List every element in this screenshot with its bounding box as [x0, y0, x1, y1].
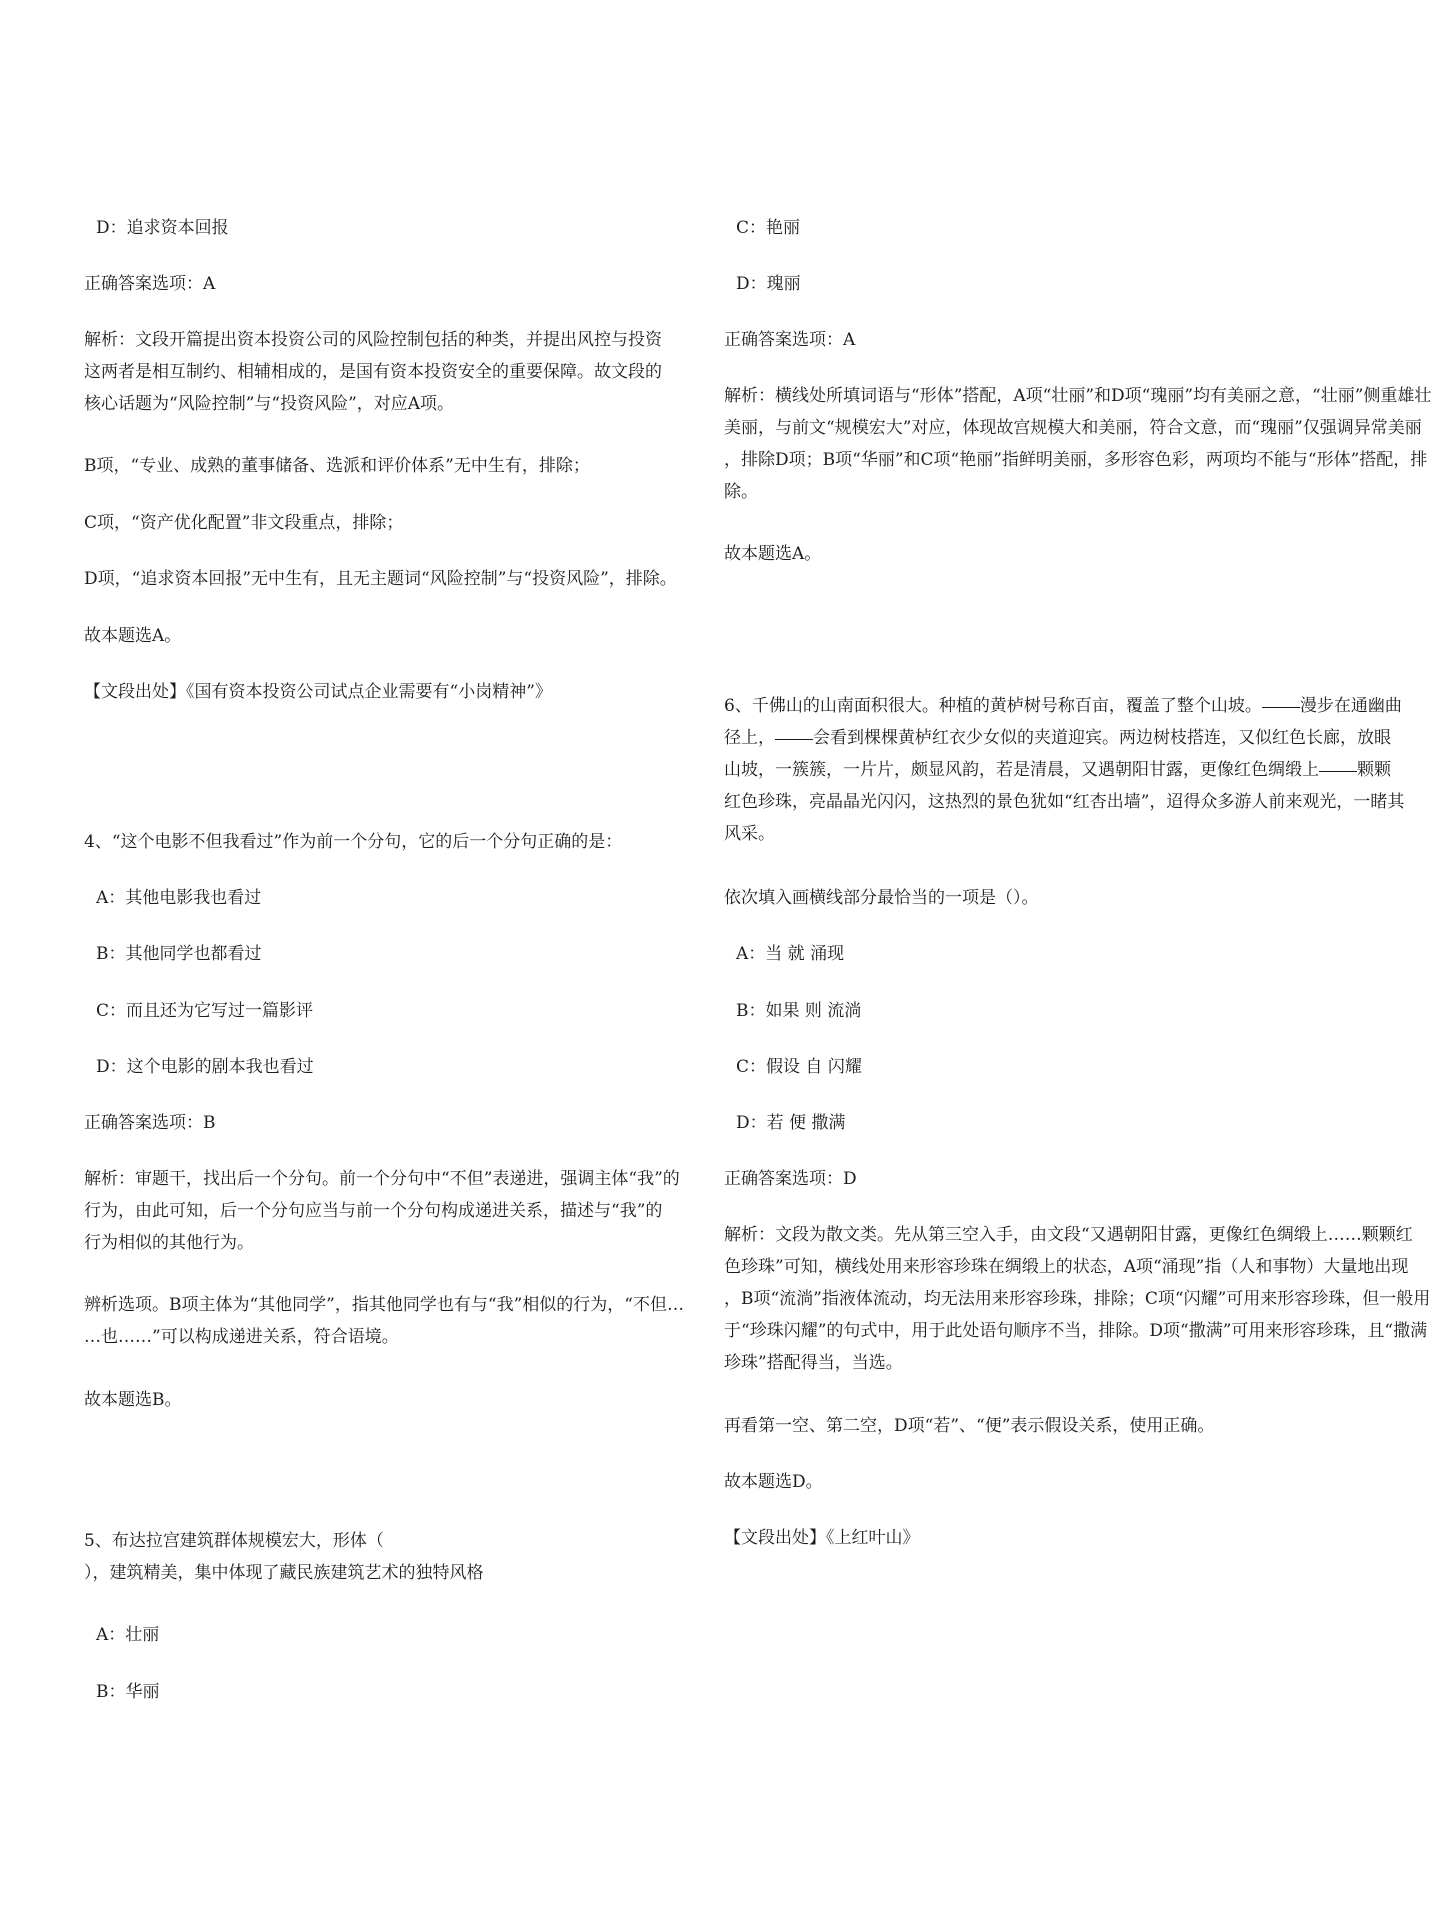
fill-blank-1 [1262, 706, 1300, 708]
q4-discrimination-line-1: 辨析选项。B项主体为“其他同学”，指其他同学也有与“我”相似的行为，“不但… [84, 1295, 684, 1315]
q3-source: 【文段出处】《国有资本投资公司试点企业需要有“小岗精神”》 [84, 682, 552, 702]
q6-second-look: 再看第一空、第二空，D项“若”、“便”表示假设关系，使用正确。 [724, 1416, 1215, 1436]
q6-analysis-line-4: 于“珍珠闪耀”的句式中，用于此处语句顺序不当，排除。D项“撒满”可用来形容珍珠，且“撒满 [724, 1321, 1428, 1341]
q6-stem-part: 漫步在通幽曲 [1299, 696, 1402, 716]
q3-d-note: D项，“追求资本回报”无中生有，且无主题词“风险控制”与“投资风险”，排除。 [84, 569, 677, 589]
fill-blank-3 [1319, 770, 1357, 772]
q6-analysis-line-3: ，B项“流淌”指液体流动，均无法用来形容珍珠，排除；C项“闪耀”可用来形容珍珠，但一般用 [724, 1289, 1431, 1309]
q6-stem-line-1 [724, 690, 1402, 722]
q6-option-a: A：当 就 涌现 [736, 944, 845, 964]
q6-stem-part: 颗颗 [1357, 760, 1391, 780]
q4-option-b: B：其他同学也都看过 [96, 944, 262, 964]
q6-conclusion: 故本题选D。 [724, 1472, 823, 1492]
q5-option-a: A：壮丽 [96, 1625, 160, 1645]
q4-option-a: A：其他电影我也看过 [96, 888, 262, 908]
q6-stem-part: 会看到棵棵黄栌红衣少女似的夹道迎宾。两边树枝搭连，又似红色长廊，放眼 [813, 728, 1391, 748]
q5-analysis-line-4: 除。 [724, 482, 758, 502]
q3-analysis-line-2: 这两者是相互制约、相辅相成的，是国有资本投资安全的重要保障。故文段的 [84, 362, 662, 382]
q4-analysis-line-2: 行为，由此可知，后一个分句应当与前一个分句构成递进关系，描述与“我”的 [84, 1201, 663, 1221]
q6-stem-line-5: 风采。 [724, 824, 775, 844]
q6-stem-part: 山坡，一簇簇，一片片，颇显风韵，若是清晨，又遇朝阳甘露，更像红色绸缎上 [724, 760, 1319, 780]
q6-analysis-line-5: 珍珠”搭配得当，当选。 [724, 1353, 903, 1373]
q6-stem-part: 6、千佛山的山南面积很大。种植的黄栌树号称百亩，覆盖了整个山坡。 [724, 696, 1262, 716]
q6-stem-line-4: 红色珍珠，亮晶晶光闪闪，这热烈的景色犹如“红杏出墙”，迢得众多游人前来观光，一睹其 [724, 792, 1405, 812]
q5-conclusion: 故本题选A。 [724, 544, 822, 564]
q5-analysis-line-1: 解析：横线处所填词语与“形体”搭配，A项“壮丽”和D项“瑰丽”均有美丽之意，“壮丽”侧重雄壮 [724, 386, 1431, 406]
q5-stem-line-1: 5、布达拉宫建筑群体规模宏大，形体（ [84, 1531, 384, 1551]
q4-answer: 正确答案选项：B [84, 1113, 216, 1133]
q6-answer: 正确答案选项：D [724, 1169, 857, 1189]
q4-option-c: C：而且还为它写过一篇影评 [96, 1001, 314, 1021]
q3-conclusion: 故本题选A。 [84, 626, 182, 646]
q5-option-c: C：艳丽 [736, 218, 801, 238]
q3-analysis-line-3: 核心话题为“风险控制”与“投资风险”，对应A项。 [84, 394, 455, 414]
q6-stem-line-2 [724, 722, 1391, 754]
fill-blank-2 [775, 738, 813, 740]
q3-option-d: D：追求资本回报 [96, 218, 229, 238]
q5-option-d: D：瑰丽 [736, 274, 801, 294]
q5-option-b: B：华丽 [96, 1682, 160, 1702]
q4-analysis-line-1: 解析：审题干，找出后一个分句。前一个分句中“不但”表递进，强调主体“我”的 [84, 1169, 680, 1189]
q5-answer: 正确答案选项：A [724, 330, 856, 350]
q3-c-note: C项，“资产优化配置”非文段重点，排除； [84, 513, 404, 533]
q6-option-c: C：假设 自 闪耀 [736, 1057, 862, 1077]
q5-analysis-line-3: ，排除D项；B项“华丽”和C项“艳丽”指鲜明美丽，多形容色彩，两项均不能与“形体”搭配，排 [724, 450, 1428, 470]
q3-answer: 正确答案选项：A [84, 274, 216, 294]
q5-stem-line-2: ），建筑精美，集中体现了藏民族建筑艺术的独特风格 [84, 1563, 484, 1583]
q6-option-b: B：如果 则 流淌 [736, 1001, 862, 1021]
q6-stem-line-3 [724, 754, 1391, 786]
q6-analysis-line-2: 色珍珠”可知，横线处用来形容珍珠在绸缎上的状态，A项“涌现”指（人和事物）大量地出现 [724, 1257, 1409, 1277]
q4-option-d: D：这个电影的剧本我也看过 [96, 1057, 314, 1077]
q6-prompt: 依次填入画横线部分最恰当的一项是（）。 [724, 888, 1039, 908]
q6-stem-part: 径上， [724, 728, 775, 748]
q6-analysis-line-1: 解析：文段为散文类。先从第三空入手，由文段“又遇朝阳甘露，更像红色绸缎上……颗颗红 [724, 1225, 1413, 1245]
q5-analysis-line-2: 美丽，与前文“规模宏大”对应，体现故宫规模大和美丽，符合文意，而“瑰丽”仅强调异常美丽 [724, 418, 1422, 438]
q4-stem: 4、“这个电影不但我看过”作为前一个分句，它的后一个分句正确的是： [84, 832, 623, 852]
q3-analysis-line-1: 解析：文段开篇提出资本投资公司的风险控制包括的种类，并提出风控与投资 [84, 330, 662, 350]
q4-discrimination-line-2: …也……”可以构成递进关系，符合语境。 [84, 1327, 399, 1347]
q4-analysis-line-3: 行为相似的其他行为。 [84, 1233, 254, 1253]
q4-conclusion: 故本题选B。 [84, 1390, 182, 1410]
q3-b-note: B项，“专业、成熟的董事储备、选派和评价体系”无中生有，排除； [84, 456, 590, 476]
q6-source: 【文段出处】《上红叶山》 [724, 1528, 920, 1548]
q6-option-d: D：若 便 撒满 [736, 1113, 846, 1133]
